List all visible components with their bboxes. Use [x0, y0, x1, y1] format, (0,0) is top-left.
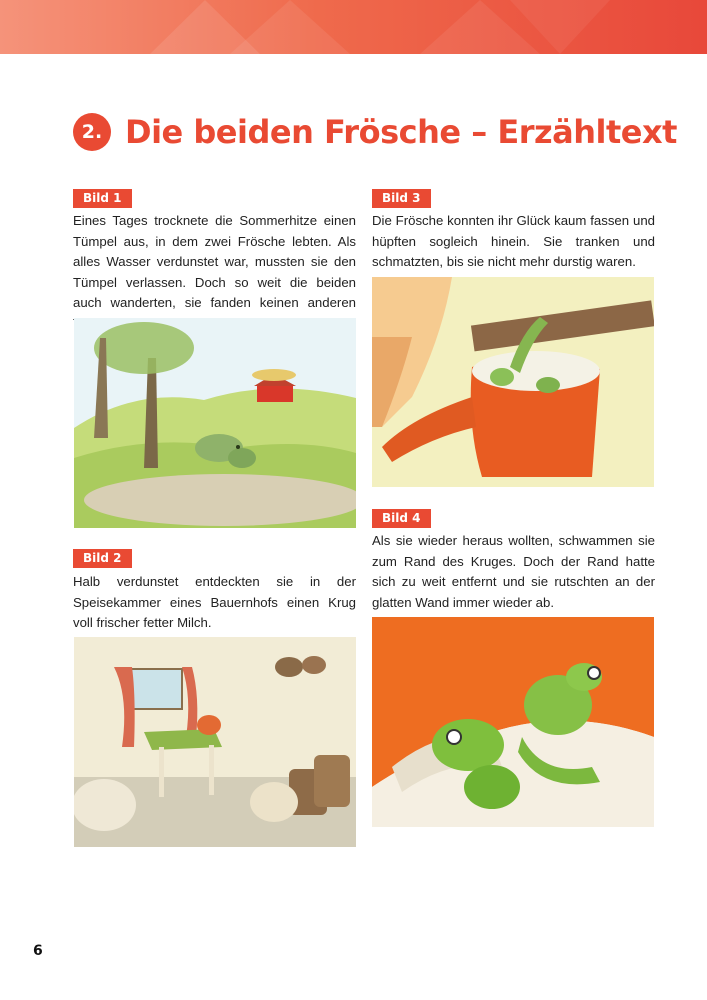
section-text-bild-4: Als sie wieder heraus wollten, schwammen sie zum Rand des Kruges. Doch der Rand hatte sich zu weit entfernt und sie rutschten an der glatten Wand immer wieder ab. — [372, 533, 655, 610]
section-label-bild-3: Bild 3 — [372, 189, 431, 208]
header-bar — [0, 0, 707, 54]
header-pattern — [0, 0, 707, 54]
illustration-bild-4 — [372, 617, 654, 827]
illustration-bild-2 — [74, 637, 356, 847]
illustration-bild-1 — [74, 318, 356, 528]
page-number: 6 — [33, 943, 43, 959]
section-text-bild-3: Die Frösche konnten ihr Glück kaum fassen und hüpften sogleich hinein. Sie tranken und schmatzten, bis sie nicht mehr durstig waren. — [372, 213, 655, 269]
section-text-bild-1: Eines Tages trocknete die Sommerhitze einen Tümpel aus, in dem zwei Frösche lebten. Als alles Wasser verdunstet war, mussten sie den Tümpel verlassen. Doch so weit die beiden auch wanderten, sie fanden keinen anderen — [73, 213, 356, 310]
illustration-bild-3 — [372, 277, 654, 487]
heading-title: Die beiden Frösche – Erzähltext — [125, 113, 677, 151]
section-label-bild-2: Bild 2 — [73, 549, 132, 568]
section-text-bild-2: Halb verdunstet entdeckten sie in der Speisekammer eines Bauernhofs einen Krug voll frischer fetter Milch. — [73, 574, 356, 630]
section-label-bild-1: Bild 1 — [73, 189, 132, 208]
heading-number: 2. — [73, 113, 111, 151]
section-label-bild-4: Bild 4 — [372, 509, 431, 528]
page-heading — [73, 108, 677, 156]
